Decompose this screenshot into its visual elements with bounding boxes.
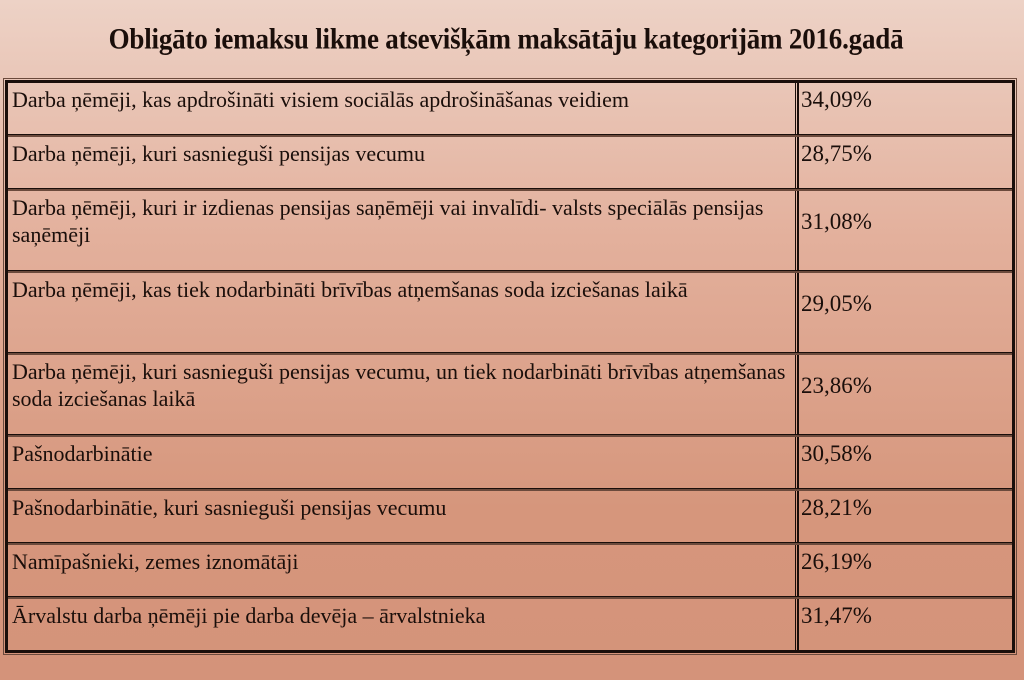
category-cell: Darba ņēmēji, kuri sasnieguši pensijas vecumu (8, 137, 798, 188)
table-row (8, 599, 1012, 650)
rates-table (5, 80, 1015, 653)
category-cell: Pašnodarbinātie (8, 437, 798, 488)
category-cell: Darba ņēmēji, kas tiek nodarbināti brīvības atņemšanas soda izciešanas laikā (8, 273, 798, 352)
category-cell: Darba ņēmēji, kuri ir izdienas pensijas saņēmēji vai invalīdi- valsts speciālās pensijas saņēmēji (8, 191, 798, 270)
rate-cell: 31,08% (798, 191, 1012, 270)
rate-cell: 29,05% (798, 273, 1012, 352)
rate-cell: 26,19% (798, 545, 1012, 596)
table-row (8, 491, 1012, 543)
table-row (8, 191, 1012, 271)
rate-cell: 28,21% (798, 491, 1012, 542)
table-row (8, 437, 1012, 489)
category-cell: Darba ņēmēji, kas apdrošināti visiem sociālās apdrošināšanas veidiem (8, 83, 798, 134)
table-row (8, 83, 1012, 135)
table-row (8, 545, 1012, 597)
category-cell: Pašnodarbinātie, kuri sasnieguši pensijas vecumu (8, 491, 798, 542)
table-row (8, 273, 1012, 353)
table-row (8, 137, 1012, 189)
rate-cell: 30,58% (798, 437, 1012, 488)
category-cell: Ārvalstu darba ņēmēji pie darba devēja – ārvalstnieka (8, 599, 798, 650)
page-title: Obligāto iemaksu likme atsevišķām maksātāju kategorijām 2016.gadā (108, 22, 904, 56)
category-cell: Darba ņēmēji, kuri sasnieguši pensijas vecumu, un tiek nodarbināti brīvības atņemšanas soda izciešanas laikā (8, 355, 798, 434)
rate-cell: 34,09% (798, 83, 1012, 134)
category-cell: Namīpašnieki, zemes iznomātāji (8, 545, 798, 596)
rate-cell: 23,86% (798, 355, 1012, 434)
table-row (8, 355, 1012, 435)
rate-cell: 31,47% (798, 599, 1012, 650)
rate-cell: 28,75% (798, 137, 1012, 188)
